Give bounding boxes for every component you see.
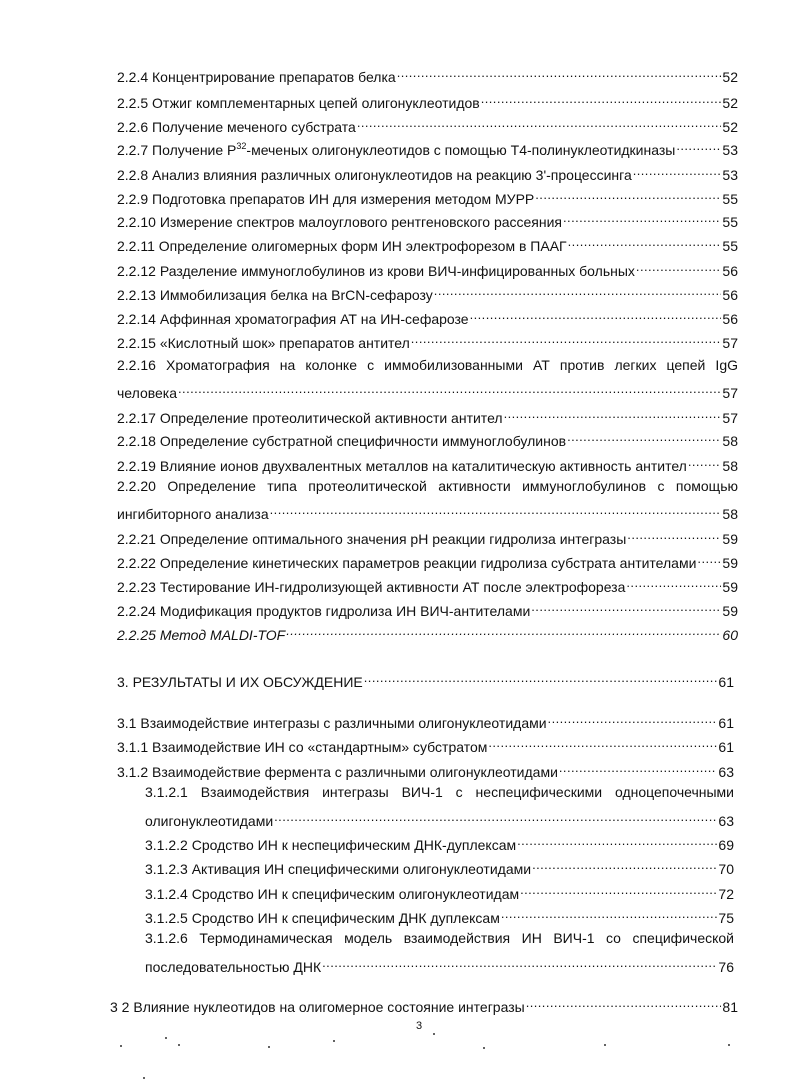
section-heading [117,669,734,690]
toc-entry-text: Хроматография на колонке с иммобилизованными АТ против легких цепей IgG [166,357,738,373]
toc-entry-text: Взаимодействия интегразы ВИЧ-1 с неспецифическими одноцепочечными [200,784,734,800]
toc-entry-text: -меченых олигонуклеотидов с помощью Т4-полинуклеотидкиназы [246,142,676,158]
toc-entry [117,550,738,571]
toc-entry-page: 53 [722,167,738,183]
scan-speck [433,1033,435,1035]
toc-entry-page: 60 [722,627,738,643]
toc-entry-title [110,998,525,1016]
toc-entry-number: 3.1.2.6 [145,930,188,946]
toc-entry-number: 2.2.20 [117,478,156,494]
dot-leader [470,306,722,324]
dot-leader [501,905,718,923]
toc-entry-page: 76 [718,959,734,975]
toc-entry-number: 3.1.2.5 [145,910,188,926]
scan-speck [604,1044,606,1046]
toc-entry-title [117,213,562,231]
toc-entry-text: Определение субстратной специфичности иммуноглобулинов [159,433,567,449]
toc-entry-page: 59 [722,531,738,547]
toc-entry-text: человека [117,385,178,401]
toc-entry-number: 2.2.10 [117,214,156,230]
toc-entry-number: 2.2.14 [117,311,156,327]
page-number: 3 [416,1020,423,1032]
toc-entry-line1 [145,929,734,947]
dot-leader [526,994,722,1012]
toc-entry-title [117,602,530,620]
toc-entry-title [117,530,626,548]
toc-entry-line1 [145,783,734,801]
dot-leader [688,453,722,471]
toc-entry [110,994,738,1015]
toc-entry-title [117,578,625,596]
dot-leader [563,209,721,227]
toc-entry [117,306,738,327]
toc-entry [117,233,738,254]
toc-entry [117,574,738,595]
toc-entry-number: 2.2.19 [117,458,156,474]
toc-entry-page: 56 [722,263,738,279]
toc-entry-number: 2.2.23 [117,579,156,595]
toc-entry-title [117,432,566,450]
toc-entry-page: 61 [718,739,734,755]
toc-entry [145,905,734,926]
toc-entry-title [117,286,433,304]
toc-entry-text: Иммобилизация белка на BrCN-сефарозу [159,287,433,303]
toc-entry-number: 3.1.2.1 [145,784,188,800]
toc-entry [117,598,738,619]
dot-leader [636,258,722,276]
toc-entry-number: 3 2 [110,999,130,1015]
scan-speck [333,1040,335,1042]
toc-entry-title [117,118,356,136]
toc-entry [117,526,738,547]
dot-leader [531,598,721,616]
dot-leader [535,186,721,204]
toc-entry-page: 57 [722,335,738,351]
toc-entry-page: 56 [722,311,738,327]
dot-leader [481,90,722,108]
toc-entry [117,64,738,85]
toc-entry-number: 2.2.9 [117,191,149,207]
toc-entry-number: 2.2.4 [117,69,149,85]
toc-entry-text: Термодинамическая модель взаимодействия ИН ВИЧ-1 со специфической [199,930,734,946]
toc-entry-text: Метод MALDI-TOF [159,627,286,643]
toc-entry-text: Определение протеолитической активности антител [159,410,503,426]
toc-entry-page: 75 [718,910,734,926]
toc-entry-number: 2.2.16 [117,357,156,373]
scan-speck [483,1047,485,1049]
toc-entry-text: последовательностью ДНК [145,959,322,975]
toc-entry-title [117,237,567,255]
toc-entry-line2 [117,380,738,401]
toc-entry-number: 3.1 [117,715,137,731]
toc-entry-number: 3.1.2.2 [145,837,188,853]
toc-entry-page: 55 [722,191,738,207]
toc-entry [117,330,738,351]
toc-entry-page: 63 [718,813,734,829]
toc-entry-page: 72 [718,886,734,902]
dot-leader [274,808,717,826]
toc-entry-page: 53 [722,142,738,158]
toc-entry [117,186,738,207]
toc-entry-title [117,738,487,756]
toc-entry [145,881,734,902]
toc-entry-text: Концентрирование препаратов белка [152,69,396,85]
toc-entry [117,734,734,755]
toc-entry-line1 [117,477,738,495]
dot-leader [270,501,722,519]
toc-entry-title [117,310,469,328]
toc-entry-text: «Кислотный шок» препаратов антител [159,335,410,351]
toc-entry-title [117,763,558,781]
toc-entry [117,90,738,111]
toc-entry-title [117,262,635,280]
dot-leader [488,734,717,752]
toc-entry-title [117,626,285,644]
toc-entry-text: Влияние ионов двухвалентных металлов на каталитическую активность антител [159,458,687,474]
dot-leader [357,114,722,132]
toc-entry-page: 59 [722,603,738,619]
toc-entry-number: 2.2.5 [117,95,149,111]
scan-speck [268,1046,270,1048]
dot-leader [397,64,722,82]
dot-leader [627,526,721,544]
toc-entry-title [145,836,516,854]
toc-entry-number: 2.2.8 [117,167,149,183]
toc-entry-superscript: 32 [236,141,247,151]
toc-entry-line2 [117,501,738,522]
toc-entry-number: 2.2.7 [117,142,149,158]
section-title: 3. РЕЗУЛЬТАТЫ И ИХ ОБСУЖДЕНИЕ [117,674,363,690]
toc-entry-text: Определение оптимального значения pH реакции гидролиза интегразы [159,531,627,547]
dot-leader [532,856,717,874]
toc-entry-number: 2.2.25 [117,627,156,643]
toc-entry-number: 2.2.15 [117,335,156,351]
toc-entry [145,832,734,853]
dot-leader [411,330,722,348]
dot-leader [434,282,722,300]
toc-entry-text: Определение типа протеолитической активности иммуноглобулинов с помощью [167,478,738,494]
toc-entry-page: 52 [722,95,738,111]
toc-entry-page: 61 [718,715,734,731]
toc-entry-number: 2.2.22 [117,555,156,571]
toc-entry-number: 2.2.12 [117,263,156,279]
toc-entry-page: 57 [722,385,738,401]
dot-leader [548,710,718,728]
toc-entry-title [117,190,534,208]
toc-entry-page: 57 [722,410,738,426]
toc-entry-title [117,137,675,159]
toc-entry-title [117,409,503,427]
toc-entry-title [117,94,480,112]
scan-speck [178,1044,180,1046]
toc-entry-title [145,909,500,927]
toc-entry-title [117,554,696,572]
dot-leader [626,574,721,592]
dot-leader [364,669,718,687]
scan-speck [143,1077,145,1079]
dot-leader [322,954,717,972]
toc-entry-text: Тестирование ИН-гидролизующей активности АТ после электрофореза [159,579,626,595]
toc-entry-page: 55 [722,238,738,254]
toc-entry-title [117,457,687,475]
toc-entry-text: Подготовка препаратов ИН для измерения методом МУРР [152,191,535,207]
dot-leader [697,550,721,568]
dot-leader [676,137,721,155]
toc-entry-text: Взаимодействие ИН со «стандартным» субстратом [152,739,488,755]
toc-entry [117,282,738,303]
toc-entry-number: 2.2.17 [117,410,156,426]
toc-entry [145,856,734,877]
dot-leader [178,380,721,398]
dot-leader [633,162,722,180]
dot-leader [520,881,717,899]
toc-entry-text: Влияние нуклеотидов на олигомерное состояние интегразы [133,999,525,1015]
toc-entry-text: Взаимодействие интегразы с различными олигонуклеотидами [140,715,547,731]
toc-entry-text: Сродство ИН к специфическим олигонуклеотидам [191,886,520,902]
toc-entry [117,622,738,643]
dot-leader [504,405,722,423]
toc-entry-text: Активация ИН специфическими олигонуклеотидами [191,861,532,877]
toc-entry [117,710,734,731]
toc-entry-page: 69 [718,837,734,853]
scan-speck [165,1037,167,1039]
toc-entry [117,209,738,230]
toc-entry-page: 52 [722,119,738,135]
scan-speck [120,1045,122,1047]
toc-entry-line2 [145,954,734,975]
toc-entry-page: 59 [722,579,738,595]
toc-entry-page: 70 [718,861,734,877]
toc-entry-number: 2.2.18 [117,433,156,449]
toc-entry [117,453,738,474]
toc-entry-page: 55 [722,214,738,230]
toc-entry-title [145,885,519,903]
toc-entry-number: 3.1.2 [117,764,149,780]
dot-leader [568,233,722,251]
toc-entry-text: Сродство ИН к неспецифическим ДНК-дуплексам [191,837,517,853]
toc-entry-number: 2.2.11 [117,238,155,254]
toc-entry-text: Разделение иммуноглобулинов из крови ВИЧ-инфицированных больных [159,263,635,279]
toc-entry-page: 52 [722,69,738,85]
toc-entry-number: 3.1.1 [117,739,149,755]
toc-entry-title [117,68,396,86]
toc-entry-text: Отжиг комплементарных цепей олигонуклеотидов [152,95,480,111]
toc-entry-text: Модификация продуктов гидролиза ИН ВИЧ-антителами [159,603,531,619]
toc-entry-text: ингибиторного анализа [117,506,269,522]
toc-entry-page: 56 [722,287,738,303]
toc-entry-number: 2.2.24 [117,603,156,619]
toc-entry-number: 2.2.21 [117,531,156,547]
toc-entry-number: 2.2.13 [117,287,156,303]
dot-leader [559,759,718,777]
toc-entry-page: 58 [722,433,738,449]
toc-entry-text: Получение P [152,142,237,158]
toc-entry-page: 58 [722,506,738,522]
toc-entry-text: Сродство ИН к специфическим ДНК дуплексам [191,910,500,926]
toc-entry-number: 3.1.2.3 [145,861,188,877]
toc-entry-title [117,714,547,732]
toc-entry [117,114,738,135]
toc-entry-text: Аффинная хроматография АТ на ИН-сефарозе [159,311,469,327]
toc-entry-line2 [145,808,734,829]
toc-entry [117,162,738,183]
toc-entry-text: Определение олигомерных форм ИН электрофорезом в ПААГ [158,238,567,254]
dot-leader [286,622,721,640]
toc-entry-title [117,334,410,352]
toc-entry-page: 58 [722,458,738,474]
toc-entry [117,428,738,449]
toc-entry-line1 [117,356,738,374]
toc-entry-page: 59 [722,555,738,571]
toc-entry-title [145,860,531,878]
toc-entry-number: 3.1.2.4 [145,886,188,902]
section-page: 61 [718,674,734,690]
toc-entry-title [117,166,632,184]
toc-entry [117,759,734,780]
toc-entry [117,137,738,158]
toc-entry-text: Анализ влияния различных олигонуклеотидов на реакцию 3'-процессинга [152,167,632,183]
toc-entry-page: 63 [718,764,734,780]
scan-speck [728,1044,730,1046]
toc-entry [117,405,738,426]
toc-entry-text: олигонуклеотидами [145,813,274,829]
dot-leader [567,428,721,446]
toc-entry-text: Измерение спектров малоуглового рентгеновского рассеяния [159,214,563,230]
toc-entry-text: Определение кинетических параметров реакции гидролиза субстрата антителами [159,555,697,571]
dot-leader [517,832,717,850]
toc-entry-text: Взаимодействие фермента с различными олигонуклеотидами [152,764,558,780]
toc-entry-number: 2.2.6 [117,119,149,135]
toc-entry-page: 81 [722,999,738,1015]
toc-entry-text: Получение меченого субстрата [152,119,356,135]
toc-entry [117,258,738,279]
